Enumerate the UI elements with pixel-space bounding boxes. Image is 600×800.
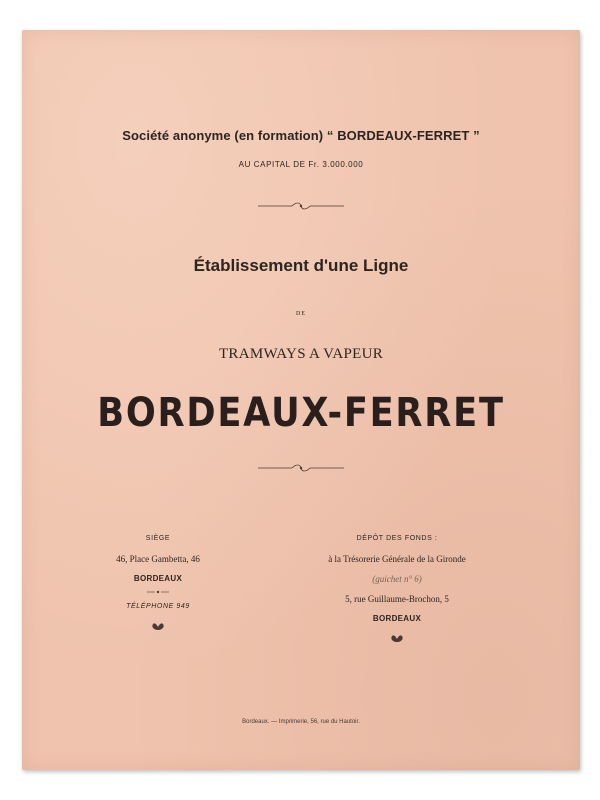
fleuron-icon xyxy=(389,633,405,643)
funds-deposit-block xyxy=(322,533,472,643)
funds-deposit-line1: à la Trésorerie Générale de la Gironde xyxy=(328,554,466,564)
funds-deposit-line2: (guichet n° 6) xyxy=(372,574,422,584)
head-office-city: BORDEAUX xyxy=(133,574,183,583)
ornament-divider xyxy=(256,201,346,211)
connector-word: DE xyxy=(296,311,306,317)
main-title: BORDEAUX-FERRET xyxy=(97,390,505,436)
subject-heading: Établissement d'une Ligne xyxy=(193,256,409,275)
funds-deposit-city: BORDEAUX xyxy=(372,614,422,623)
ornament-divider xyxy=(256,463,346,473)
head-office-address: 46, Place Gambetta, 46 xyxy=(116,554,200,564)
small-ornament xyxy=(145,589,171,595)
funds-deposit-address: 5, rue Guillaume-Brochon, 5 xyxy=(345,594,449,604)
printer-imprint: Bordeaux. — Imprimerie, 56, rue du Hautoir. xyxy=(242,719,360,725)
head-office-label: SIÈGE xyxy=(145,535,171,542)
fleuron-icon xyxy=(150,621,166,631)
subtitle: TRAMWAYS A VAPEUR xyxy=(218,346,384,362)
capital-line: AU CAPITAL DE Fr. 3.000.000 xyxy=(238,160,364,169)
funds-deposit-label: DÉPÔT DES FONDS : xyxy=(356,535,438,542)
head-office-block xyxy=(88,533,228,631)
document-page xyxy=(22,30,580,770)
telephone-line: TÉLÉPHONE 949 xyxy=(126,603,190,610)
company-line: Société anonyme (en formation) “ BORDEAUX-FERRET ” xyxy=(122,128,480,143)
